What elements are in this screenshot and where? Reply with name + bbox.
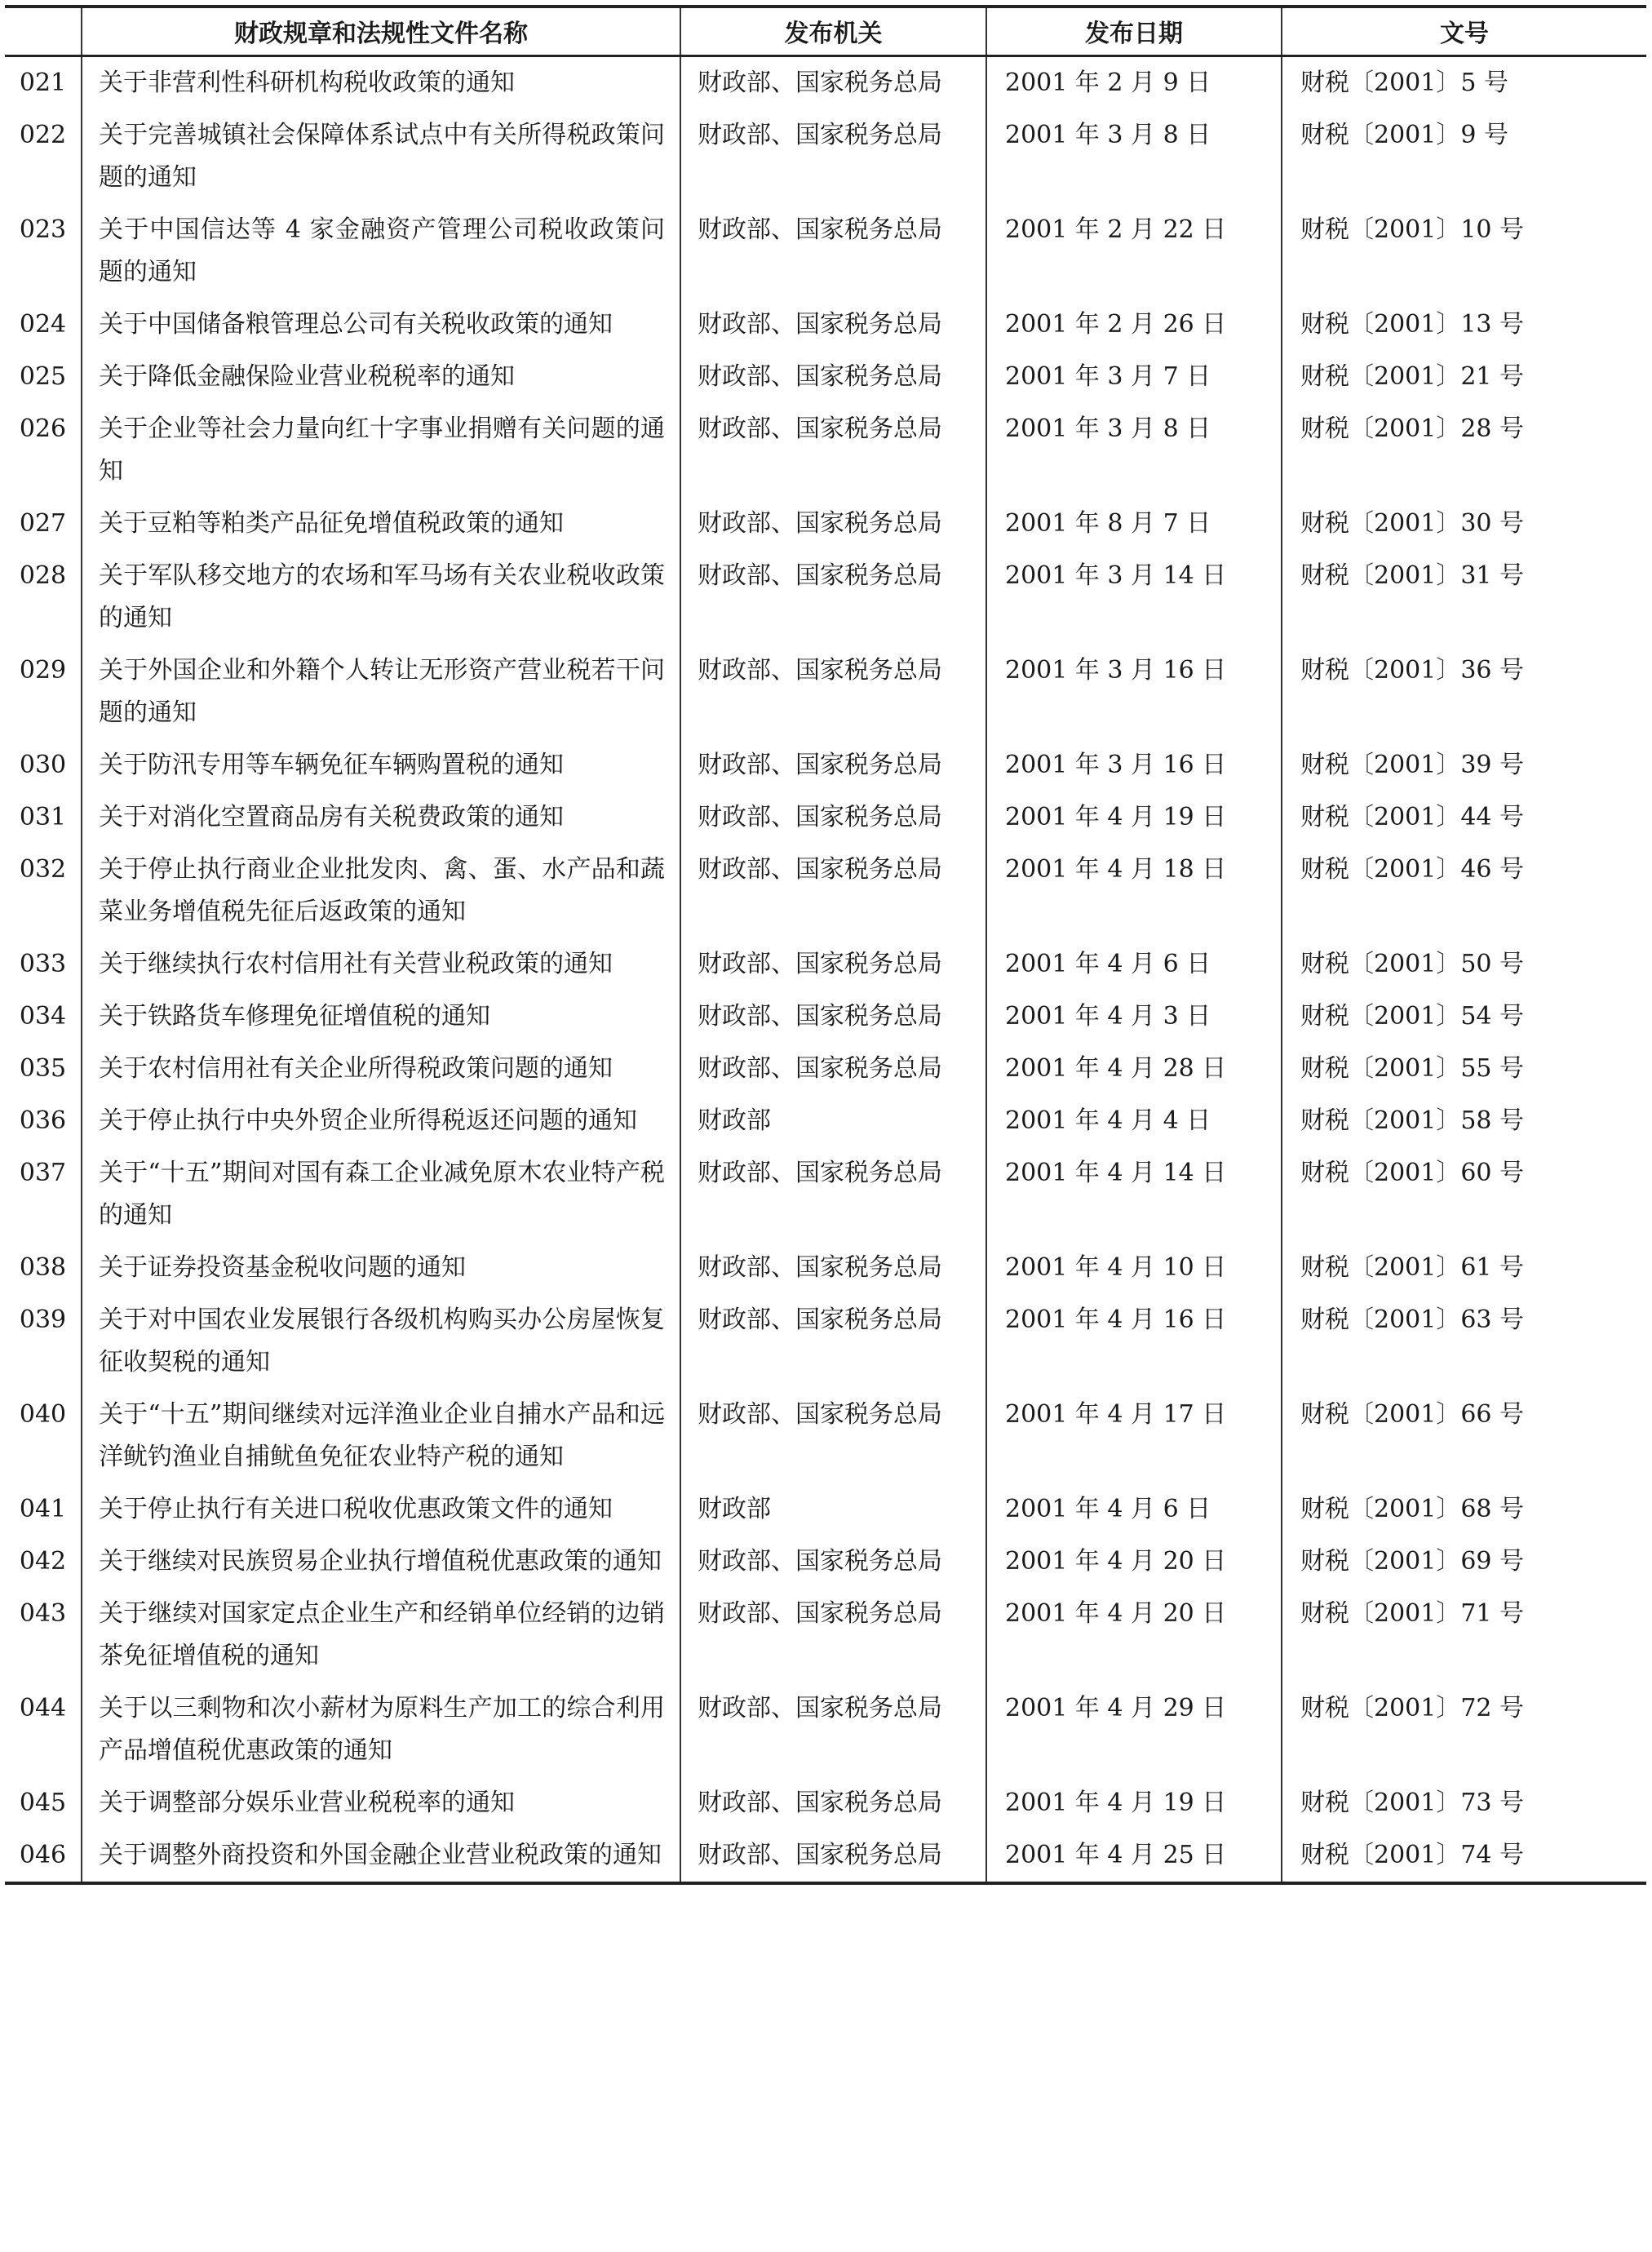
issuer: 财政部 bbox=[680, 1095, 986, 1147]
doc-number: 财税〔2001〕50 号 bbox=[1282, 938, 1646, 991]
row-number: 044 bbox=[5, 1682, 82, 1777]
issuer: 财政部、国家税务总局 bbox=[680, 55, 986, 109]
issuer: 财政部、国家税务总局 bbox=[680, 109, 986, 204]
issuer: 财政部、国家税务总局 bbox=[680, 1536, 986, 1588]
row-number: 025 bbox=[5, 351, 82, 403]
publish-date: 2001 年 4 月 25 日 bbox=[986, 1829, 1282, 1883]
doc-number: 财税〔2001〕13 号 bbox=[1282, 299, 1646, 351]
issuer: 财政部、国家税务总局 bbox=[680, 1242, 986, 1294]
table-row bbox=[5, 645, 1646, 739]
issuer: 财政部、国家税务总局 bbox=[680, 403, 986, 498]
table-row bbox=[5, 550, 1646, 645]
doc-number: 财税〔2001〕30 号 bbox=[1282, 498, 1646, 550]
document-name: 关于完善城镇社会保障体系试点中有关所得税政策问题的通知 bbox=[82, 109, 680, 204]
publish-date: 2001 年 4 月 6 日 bbox=[986, 938, 1282, 991]
table-row bbox=[5, 739, 1646, 791]
doc-number: 财税〔2001〕74 号 bbox=[1282, 1829, 1646, 1883]
table-body bbox=[5, 55, 1646, 1883]
header-number bbox=[5, 7, 82, 55]
header-document-name: 财政规章和法规性文件名称 bbox=[82, 7, 680, 55]
doc-number: 财税〔2001〕39 号 bbox=[1282, 739, 1646, 791]
table-row bbox=[5, 1777, 1646, 1829]
publish-date: 2001 年 4 月 28 日 bbox=[986, 1043, 1282, 1095]
document-name: 关于继续对国家定点企业生产和经销单位经销的边销茶免征增值税的通知 bbox=[82, 1588, 680, 1682]
table-row bbox=[5, 938, 1646, 991]
row-number: 032 bbox=[5, 844, 82, 938]
issuer: 财政部、国家税务总局 bbox=[680, 1043, 986, 1095]
issuer: 财政部、国家税务总局 bbox=[680, 1294, 986, 1389]
issuer: 财政部、国家税务总局 bbox=[680, 844, 986, 938]
row-number: 039 bbox=[5, 1294, 82, 1389]
publish-date: 2001 年 2 月 22 日 bbox=[986, 204, 1282, 299]
publish-date: 2001 年 3 月 16 日 bbox=[986, 739, 1282, 791]
publish-date: 2001 年 2 月 26 日 bbox=[986, 299, 1282, 351]
table-row bbox=[5, 204, 1646, 299]
issuer: 财政部、国家税务总局 bbox=[680, 299, 986, 351]
row-number: 033 bbox=[5, 938, 82, 991]
row-number: 028 bbox=[5, 550, 82, 645]
doc-number: 财税〔2001〕9 号 bbox=[1282, 109, 1646, 204]
publish-date: 2001 年 4 月 16 日 bbox=[986, 1294, 1282, 1389]
document-name: 关于停止执行中央外贸企业所得税返还问题的通知 bbox=[82, 1095, 680, 1147]
document-name: 关于非营利性科研机构税收政策的通知 bbox=[82, 55, 680, 109]
issuer: 财政部、国家税务总局 bbox=[680, 645, 986, 739]
document-name: 关于中国储备粮管理总公司有关税收政策的通知 bbox=[82, 299, 680, 351]
document-name: 关于以三剩物和次小薪材为原料生产加工的综合利用产品增值税优惠政策的通知 bbox=[82, 1682, 680, 1777]
publish-date: 2001 年 4 月 3 日 bbox=[986, 991, 1282, 1043]
doc-number: 财税〔2001〕46 号 bbox=[1282, 844, 1646, 938]
publish-date: 2001 年 8 月 7 日 bbox=[986, 498, 1282, 550]
doc-number: 财税〔2001〕68 号 bbox=[1282, 1483, 1646, 1536]
doc-number: 财税〔2001〕28 号 bbox=[1282, 403, 1646, 498]
table-header bbox=[5, 7, 1646, 55]
publish-date: 2001 年 4 月 10 日 bbox=[986, 1242, 1282, 1294]
table-row bbox=[5, 1588, 1646, 1682]
doc-number: 财税〔2001〕31 号 bbox=[1282, 550, 1646, 645]
table-row bbox=[5, 498, 1646, 550]
table-row bbox=[5, 1294, 1646, 1389]
document-name: 关于证券投资基金税收问题的通知 bbox=[82, 1242, 680, 1294]
doc-number: 财税〔2001〕58 号 bbox=[1282, 1095, 1646, 1147]
issuer: 财政部 bbox=[680, 1483, 986, 1536]
row-number: 024 bbox=[5, 299, 82, 351]
table-row bbox=[5, 1147, 1646, 1242]
document-name: 关于降低金融保险业营业税税率的通知 bbox=[82, 351, 680, 403]
issuer: 财政部、国家税务总局 bbox=[680, 351, 986, 403]
document-name: 关于铁路货车修理免征增值税的通知 bbox=[82, 991, 680, 1043]
table-row bbox=[5, 1242, 1646, 1294]
header-doc-number: 文号 bbox=[1282, 7, 1646, 55]
row-number: 027 bbox=[5, 498, 82, 550]
table-row bbox=[5, 1043, 1646, 1095]
document-name: 关于继续执行农村信用社有关营业税政策的通知 bbox=[82, 938, 680, 991]
header-date: 发布日期 bbox=[986, 7, 1282, 55]
doc-number: 财税〔2001〕61 号 bbox=[1282, 1242, 1646, 1294]
row-number: 030 bbox=[5, 739, 82, 791]
header-row bbox=[5, 7, 1646, 55]
table-row bbox=[5, 299, 1646, 351]
doc-number: 财税〔2001〕21 号 bbox=[1282, 351, 1646, 403]
document-name: 关于“十五”期间对国有森工企业减免原木农业特产税的通知 bbox=[82, 1147, 680, 1242]
document-name: 关于停止执行有关进口税收优惠政策文件的通知 bbox=[82, 1483, 680, 1536]
document-name: 关于中国信达等 4 家金融资产管理公司税收政策问题的通知 bbox=[82, 204, 680, 299]
doc-number: 财税〔2001〕55 号 bbox=[1282, 1043, 1646, 1095]
row-number: 042 bbox=[5, 1536, 82, 1588]
doc-number: 财税〔2001〕69 号 bbox=[1282, 1536, 1646, 1588]
doc-number: 财税〔2001〕63 号 bbox=[1282, 1294, 1646, 1389]
row-number: 038 bbox=[5, 1242, 82, 1294]
document-name: 关于豆粕等粕类产品征免增值税政策的通知 bbox=[82, 498, 680, 550]
header-issuer: 发布机关 bbox=[680, 7, 986, 55]
row-number: 045 bbox=[5, 1777, 82, 1829]
issuer: 财政部、国家税务总局 bbox=[680, 1777, 986, 1829]
row-number: 023 bbox=[5, 204, 82, 299]
doc-number: 财税〔2001〕54 号 bbox=[1282, 991, 1646, 1043]
table-row bbox=[5, 1682, 1646, 1777]
row-number: 037 bbox=[5, 1147, 82, 1242]
document-name: 关于企业等社会力量向红十字事业捐赠有关问题的通知 bbox=[82, 403, 680, 498]
doc-number: 财税〔2001〕71 号 bbox=[1282, 1588, 1646, 1682]
document-name: 关于“十五”期间继续对远洋渔业企业自捕水产品和远洋鱿钓渔业自捕鱿鱼免征农业特产税的通知 bbox=[82, 1389, 680, 1483]
publish-date: 2001 年 4 月 19 日 bbox=[986, 1777, 1282, 1829]
table-row bbox=[5, 109, 1646, 204]
document-name: 关于防汛专用等车辆免征车辆购置税的通知 bbox=[82, 739, 680, 791]
doc-number: 财税〔2001〕72 号 bbox=[1282, 1682, 1646, 1777]
document-name: 关于调整外商投资和外国金融企业营业税政策的通知 bbox=[82, 1829, 680, 1883]
doc-number: 财税〔2001〕73 号 bbox=[1282, 1777, 1646, 1829]
row-number: 041 bbox=[5, 1483, 82, 1536]
issuer: 财政部、国家税务总局 bbox=[680, 1682, 986, 1777]
table-row bbox=[5, 351, 1646, 403]
publish-date: 2001 年 4 月 29 日 bbox=[986, 1682, 1282, 1777]
table-row bbox=[5, 1095, 1646, 1147]
row-number: 036 bbox=[5, 1095, 82, 1147]
row-number: 035 bbox=[5, 1043, 82, 1095]
document-name: 关于对消化空置商品房有关税费政策的通知 bbox=[82, 791, 680, 844]
issuer: 财政部、国家税务总局 bbox=[680, 938, 986, 991]
issuer: 财政部、国家税务总局 bbox=[680, 791, 986, 844]
publish-date: 2001 年 3 月 8 日 bbox=[986, 403, 1282, 498]
publish-date: 2001 年 4 月 17 日 bbox=[986, 1389, 1282, 1483]
issuer: 财政部、国家税务总局 bbox=[680, 550, 986, 645]
doc-number: 财税〔2001〕44 号 bbox=[1282, 791, 1646, 844]
doc-number: 财税〔2001〕66 号 bbox=[1282, 1389, 1646, 1483]
document-name: 关于对中国农业发展银行各级机构购买办公房屋恢复征收契税的通知 bbox=[82, 1294, 680, 1389]
row-number: 034 bbox=[5, 991, 82, 1043]
doc-number: 财税〔2001〕60 号 bbox=[1282, 1147, 1646, 1242]
row-number: 043 bbox=[5, 1588, 82, 1682]
row-number: 026 bbox=[5, 403, 82, 498]
issuer: 财政部、国家税务总局 bbox=[680, 1588, 986, 1682]
publish-date: 2001 年 4 月 14 日 bbox=[986, 1147, 1282, 1242]
row-number: 046 bbox=[5, 1829, 82, 1883]
document-name: 关于农村信用社有关企业所得税政策问题的通知 bbox=[82, 1043, 680, 1095]
document-name: 关于继续对民族贸易企业执行增值税优惠政策的通知 bbox=[82, 1536, 680, 1588]
document-name: 关于停止执行商业企业批发肉、禽、蛋、水产品和蔬菜业务增值税先征后返政策的通知 bbox=[82, 844, 680, 938]
issuer: 财政部、国家税务总局 bbox=[680, 204, 986, 299]
table-row bbox=[5, 1389, 1646, 1483]
doc-number: 财税〔2001〕10 号 bbox=[1282, 204, 1646, 299]
doc-number: 财税〔2001〕5 号 bbox=[1282, 55, 1646, 109]
publish-date: 2001 年 4 月 6 日 bbox=[986, 1483, 1282, 1536]
publish-date: 2001 年 4 月 4 日 bbox=[986, 1095, 1282, 1147]
table-row bbox=[5, 991, 1646, 1043]
publish-date: 2001 年 4 月 19 日 bbox=[986, 791, 1282, 844]
document-name: 关于军队移交地方的农场和军马场有关农业税收政策的通知 bbox=[82, 550, 680, 645]
publish-date: 2001 年 2 月 9 日 bbox=[986, 55, 1282, 109]
publish-date: 2001 年 4 月 18 日 bbox=[986, 844, 1282, 938]
table-row bbox=[5, 791, 1646, 844]
issuer: 财政部、国家税务总局 bbox=[680, 1389, 986, 1483]
row-number: 040 bbox=[5, 1389, 82, 1483]
table-row bbox=[5, 844, 1646, 938]
issuer: 财政部、国家税务总局 bbox=[680, 498, 986, 550]
regulations-table bbox=[5, 5, 1646, 1885]
table-row bbox=[5, 1483, 1646, 1536]
row-number: 031 bbox=[5, 791, 82, 844]
row-number: 022 bbox=[5, 109, 82, 204]
issuer: 财政部、国家税务总局 bbox=[680, 1829, 986, 1883]
issuer: 财政部、国家税务总局 bbox=[680, 1147, 986, 1242]
row-number: 021 bbox=[5, 55, 82, 109]
publish-date: 2001 年 4 月 20 日 bbox=[986, 1536, 1282, 1588]
row-number: 029 bbox=[5, 645, 82, 739]
publish-date: 2001 年 4 月 20 日 bbox=[986, 1588, 1282, 1682]
publish-date: 2001 年 3 月 16 日 bbox=[986, 645, 1282, 739]
document-name: 关于调整部分娱乐业营业税税率的通知 bbox=[82, 1777, 680, 1829]
publish-date: 2001 年 3 月 8 日 bbox=[986, 109, 1282, 204]
doc-number: 财税〔2001〕36 号 bbox=[1282, 645, 1646, 739]
table-row bbox=[5, 1536, 1646, 1588]
table-row bbox=[5, 403, 1646, 498]
issuer: 财政部、国家税务总局 bbox=[680, 739, 986, 791]
issuer: 财政部、国家税务总局 bbox=[680, 991, 986, 1043]
document-name: 关于外国企业和外籍个人转让无形资产营业税若干问题的通知 bbox=[82, 645, 680, 739]
table-row bbox=[5, 1829, 1646, 1883]
table-row bbox=[5, 55, 1646, 109]
publish-date: 2001 年 3 月 7 日 bbox=[986, 351, 1282, 403]
publish-date: 2001 年 3 月 14 日 bbox=[986, 550, 1282, 645]
